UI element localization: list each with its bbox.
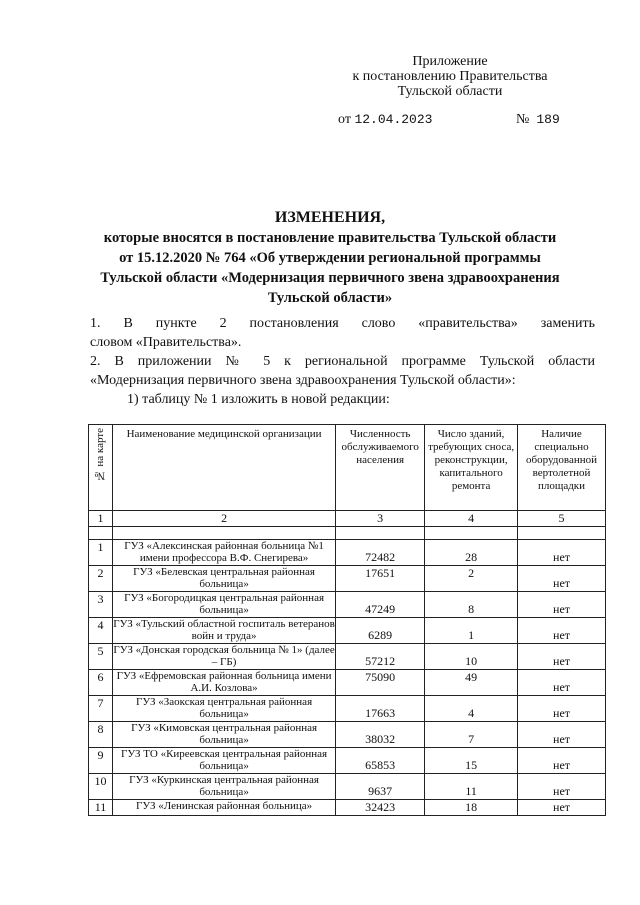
table-header-row <box>89 425 606 511</box>
row-name: ГУЗ «Алексинская районная больница №1 имени профессора В.Ф. Снегирева» <box>112 540 335 566</box>
title-line-3: от 15.12.2020 № 764 «Об утверждении региональной программы <box>119 250 541 266</box>
appendix-line-3: Тульской области <box>397 84 503 99</box>
table-row <box>89 644 606 670</box>
row-population: 75090 <box>336 670 425 696</box>
row-helipad: нет <box>518 592 606 618</box>
row-population: 17663 <box>336 696 425 722</box>
paragraph-2-line-1: 2. В приложении № 5 к региональной программе Тульской области <box>90 354 595 369</box>
row-num: 1 <box>89 540 113 566</box>
row-population: 57212 <box>336 644 425 670</box>
row-name: ГУЗ ТО «Киреевская центральная районная больница» <box>112 748 335 774</box>
header-buildings: Число зданий, требующих сноса, реконструкции, капитального ремонта <box>425 425 518 511</box>
table-row <box>89 670 606 696</box>
row-num: 5 <box>89 644 113 670</box>
row-helipad: нет <box>518 670 606 696</box>
row-helipad: нет <box>518 748 606 774</box>
row-num: 3 <box>89 592 113 618</box>
row-num: 7 <box>89 696 113 722</box>
decree-date: 12.04.2023 <box>354 112 433 127</box>
row-name: ГУЗ «Ефремовская районная больница имени А.И. Козлова» <box>112 670 335 696</box>
appendix-line-2: к постановлению Правительства <box>352 69 548 84</box>
header-population: Численность обслуживаемого населения <box>336 425 425 511</box>
row-num: 6 <box>89 670 113 696</box>
paragraph-1-line-2: словом «Правительства». <box>90 335 242 350</box>
header-helipad: Наличие специально оборудованной вертолетной площадки <box>518 425 606 511</box>
row-helipad: нет <box>518 696 606 722</box>
header-name: Наименование медицинской организации <box>112 425 335 511</box>
column-index: 1 <box>89 511 113 527</box>
title-line-4: Тульской области «Модернизация первичного звена здравоохранения <box>100 270 560 286</box>
row-population: 32423 <box>336 800 425 816</box>
row-name: ГУЗ «Тульский областной госпиталь ветеранов войн и труда» <box>113 618 335 642</box>
row-num: 10 <box>89 774 113 800</box>
row-helipad: нет <box>518 722 606 748</box>
table-row <box>89 774 606 800</box>
row-name: ГУЗ «Куркинская центральная районная больница» <box>112 774 335 800</box>
appendix-line-1: Приложение <box>412 54 488 69</box>
row-name: ГУЗ «Белевская центральная районная больница» <box>112 566 335 592</box>
row-helipad: нет <box>518 540 606 566</box>
row-buildings: 49 <box>425 670 518 696</box>
row-population: 6289 <box>336 618 425 644</box>
row-helipad: нет <box>518 774 606 800</box>
title-line-5: Тульской области» <box>267 290 393 306</box>
table-row <box>89 618 606 644</box>
row-helipad: нет <box>518 644 606 670</box>
table-row <box>89 592 606 618</box>
document-title <box>80 208 580 308</box>
column-index-row <box>89 511 606 527</box>
row-population: 17651 <box>336 566 425 592</box>
number-prefix: № <box>516 112 530 127</box>
row-name: ГУЗ «Заокская центральная районная больница» <box>112 696 335 722</box>
date-prefix: от <box>338 112 351 127</box>
row-name: ГУЗ «Донская городская больница № 1» (далее – ГБ) <box>113 644 335 668</box>
row-population: 47249 <box>336 592 425 618</box>
row-buildings: 15 <box>425 748 518 774</box>
decree-number-block <box>516 112 560 128</box>
row-buildings: 2 <box>425 566 518 592</box>
row-buildings: 11 <box>425 774 518 800</box>
decree-number: 189 <box>536 112 560 127</box>
row-num: 4 <box>89 618 113 644</box>
paragraph-1-line-1: 1. В пункте 2 постановления слово «правительства» заменить <box>90 316 595 331</box>
table-row <box>89 748 606 774</box>
row-buildings: 18 <box>425 800 518 816</box>
row-population: 65853 <box>336 748 425 774</box>
paragraph-2-line-2: «Модернизация первичного звена здравоохранения Тульской области»: <box>90 373 516 388</box>
table-row <box>89 696 606 722</box>
row-num: 11 <box>89 800 113 816</box>
header-num <box>89 425 113 511</box>
table-row <box>89 722 606 748</box>
row-num: 9 <box>89 748 113 774</box>
row-buildings: 4 <box>425 696 518 722</box>
row-name: ГУЗ «Богородицкая центральная районная больница» <box>112 592 335 618</box>
row-buildings: 1 <box>425 618 518 644</box>
column-index: 2 <box>112 511 335 527</box>
row-buildings: 10 <box>425 644 518 670</box>
decree-date-line <box>338 112 560 128</box>
row-buildings: 7 <box>425 722 518 748</box>
row-population: 9637 <box>336 774 425 800</box>
row-buildings: 8 <box>425 592 518 618</box>
row-helipad: нет <box>518 618 606 644</box>
row-name: ГУЗ «Ленинская районная больница» <box>112 800 335 816</box>
paragraph-3: 1) таблицу № 1 изложить в новой редакции: <box>127 392 390 407</box>
column-index: 3 <box>336 511 425 527</box>
row-helipad: нет <box>518 566 606 592</box>
hospitals-table <box>88 424 606 816</box>
row-name: ГУЗ «Кимовская центральная районная больница» <box>112 722 335 748</box>
row-num: 8 <box>89 722 113 748</box>
row-num: 2 <box>89 566 113 592</box>
appendix-block <box>340 54 560 99</box>
table-row <box>89 800 606 816</box>
header-num-text: № на карте <box>94 428 107 482</box>
column-index: 5 <box>518 511 606 527</box>
row-population: 72482 <box>336 540 425 566</box>
column-index: 4 <box>425 511 518 527</box>
row-buildings: 28 <box>425 540 518 566</box>
row-helipad: нет <box>518 800 606 816</box>
title-line-2: которые вносятся в постановление правительства Тульской области <box>103 230 557 246</box>
title-line-1: ИЗМЕНЕНИЯ, <box>274 209 386 226</box>
table-row <box>89 566 606 592</box>
row-population: 38032 <box>336 722 425 748</box>
spacer-row <box>89 527 606 540</box>
table-row <box>89 540 606 566</box>
